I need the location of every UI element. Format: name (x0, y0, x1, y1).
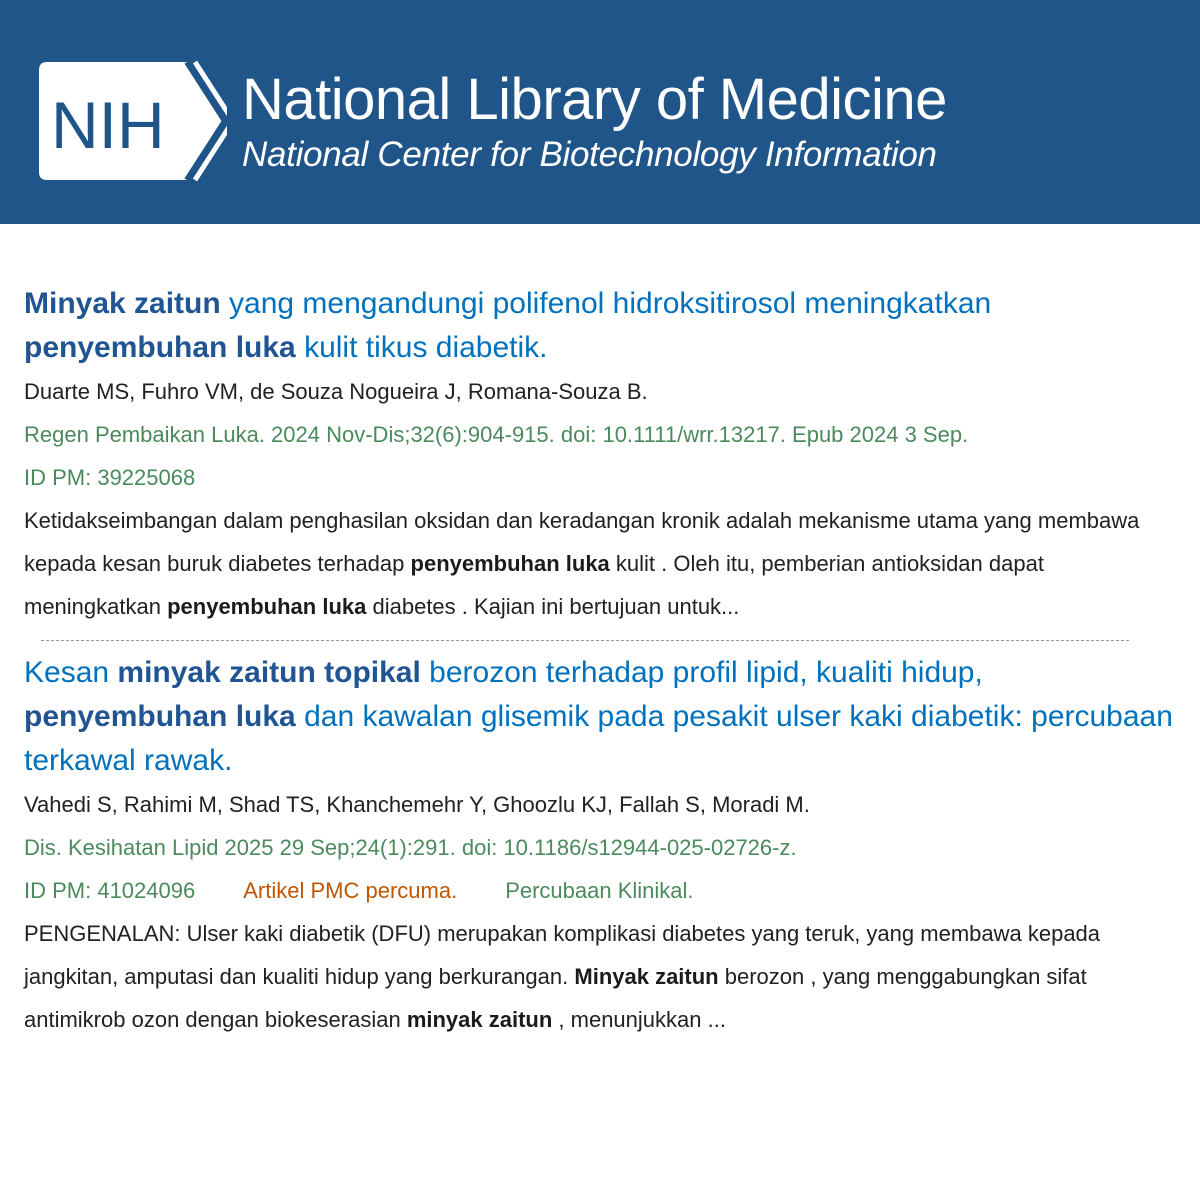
publication-type: Percubaan Klinikal. (505, 878, 694, 903)
result-citation: Regen Pembaikan Luka. 2024 Nov-Dis;32(6):904-915. doi: 10.1111/wrr.13217. Epub 2024 3 Sep. (24, 422, 969, 447)
result-title-link[interactable]: Minyak zaitun yang mengandungi polifenol hidroksitirosol meningkatkan penyembuhan luka kulit tikus diabetik. (24, 287, 992, 364)
search-results (24, 282, 1174, 1041)
result-item (24, 282, 1174, 628)
site-header (0, 0, 1200, 224)
nih-logo-text: NIH (51, 88, 165, 162)
result-authors: Duarte MS, Fuhro VM, de Souza Nogueira J, Romana-Souza B. (24, 379, 648, 404)
result-item (24, 651, 1174, 1041)
result-authors: Vahedi S, Rahimi M, Shad TS, Khanchemehr Y, Ghoozlu KJ, Fallah S, Moradi M. (24, 792, 810, 817)
result-pmid: ID PM: 39225068 (24, 465, 196, 490)
result-pmid: ID PM: 41024096 (24, 878, 196, 903)
nih-logo-icon[interactable] (37, 60, 227, 182)
free-pmc-badge[interactable]: Artikel PMC percuma. (243, 878, 458, 903)
result-divider (41, 640, 1129, 641)
result-citation: Dis. Kesihatan Lipid 2025 29 Sep;24(1):291. doi: 10.1186/s12944-025-02726-z. (24, 835, 797, 860)
result-meta (24, 869, 1174, 912)
result-title-link[interactable]: Kesan minyak zaitun topikal berozon terhadap profil lipid, kualiti hidup, penyembuhan luka dan kawalan glisemik pada pesakit ulser kaki diabetik: percubaan terkawal rawak. (24, 656, 1173, 777)
result-snippet: PENGENALAN: Ulser kaki diabetik (DFU) merupakan komplikasi diabetes yang teruk, yang membawa kepada jangkitan, amputasi dan kualiti hidup yang berkurangan. Minyak zaitun berozon , yang menggabungkan sifat antimikrob ozon dengan biokeserasian minyak zaitun , menunjukkan ... (24, 921, 1101, 1032)
result-meta (24, 456, 1174, 499)
brand-title: National Library of Medicine (242, 67, 947, 132)
result-snippet: Ketidakseimbangan dalam penghasilan oksidan dan keradangan kronik adalah mekanisme utama yang membawa kepada kesan buruk diabetes terhadap penyembuhan luka kulit . Oleh itu, pemberian antioksidan dapat meningkatkan penyembuhan luka diabetes . Kajian ini bertujuan untuk... (24, 508, 1140, 619)
brand-subtitle: National Center for Biotechnology Information (242, 135, 937, 174)
